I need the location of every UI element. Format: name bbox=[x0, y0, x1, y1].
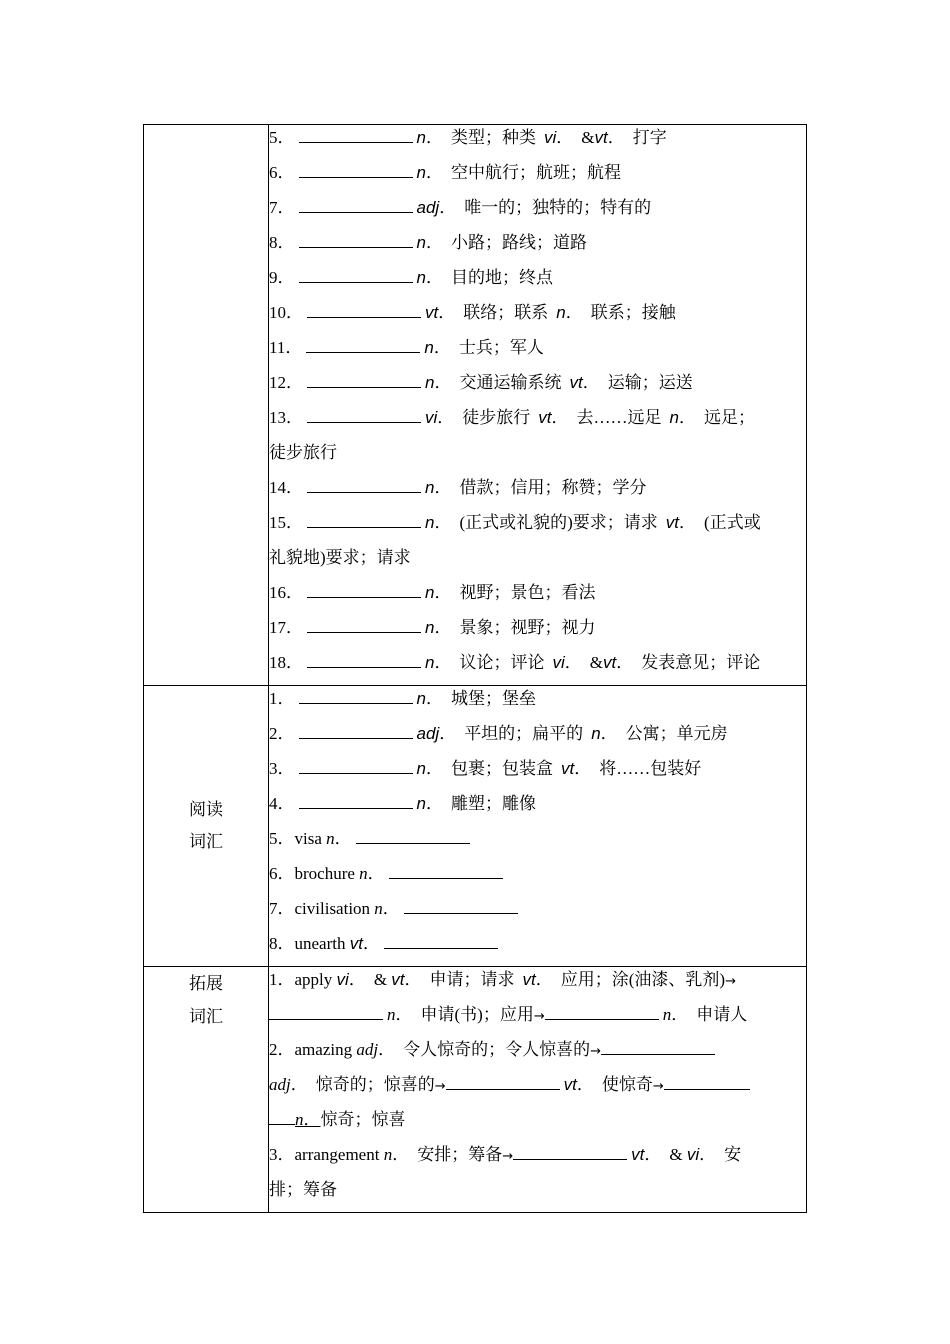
answer-blank[interactable] bbox=[299, 686, 413, 704]
table-row bbox=[144, 125, 807, 686]
list-item: 6． n． 空中航行；航班；航程 bbox=[269, 160, 806, 195]
section-label-line: 词汇 bbox=[189, 1007, 223, 1026]
list-item: 13． vi． 徒步旅行 vt． 去……远足 n． 远足； bbox=[269, 405, 806, 440]
answer-blank[interactable] bbox=[299, 125, 413, 143]
answer-blank[interactable] bbox=[307, 300, 421, 318]
answer-blank[interactable] bbox=[299, 195, 413, 213]
answer-blank[interactable] bbox=[384, 931, 498, 949]
answer-blank[interactable] bbox=[307, 405, 421, 423]
answer-blank[interactable] bbox=[545, 1002, 659, 1020]
section-label-reading bbox=[144, 686, 269, 967]
list-item: 12． n． 交通运输系统 vt． 运输；运送 bbox=[269, 370, 806, 405]
list-item: 10． vt． 联络；联系 n． 联系；接触 bbox=[269, 300, 806, 335]
answer-blank[interactable] bbox=[299, 756, 413, 774]
answer-blank[interactable] bbox=[404, 896, 518, 914]
answer-blank[interactable] bbox=[307, 650, 421, 668]
answer-blank[interactable] bbox=[446, 1072, 560, 1090]
section-content-reading bbox=[269, 686, 807, 967]
list-item: 2．amazing adj． 令人惊奇的；令人惊喜的→ bbox=[269, 1037, 806, 1072]
list-item: 5． n． 类型；种类 vi． &vt． 打字 bbox=[269, 125, 806, 160]
answer-blank[interactable] bbox=[664, 1072, 750, 1090]
list-item: 7． adj． 唯一的；独特的；特有的 bbox=[269, 195, 806, 230]
answer-blank[interactable] bbox=[307, 580, 421, 598]
list-item: 3． n． 包裹；包装盒 vt． 将……包装好 bbox=[269, 756, 806, 791]
arrow-icon: → bbox=[590, 1044, 601, 1059]
answer-blank[interactable] bbox=[307, 510, 421, 528]
list-item: 6．brochure n． bbox=[269, 861, 806, 896]
list-item: 2． adj． 平坦的；扁平的 n． 公寓；单元房 bbox=[269, 721, 806, 756]
list-item: 14． n． 借款；信用；称赞；学分 bbox=[269, 475, 806, 510]
answer-blank[interactable] bbox=[299, 230, 413, 248]
arrow-icon: → bbox=[502, 1149, 514, 1164]
answer-blank[interactable] bbox=[269, 1107, 295, 1125]
answer-blank[interactable] bbox=[513, 1142, 627, 1160]
answer-blank[interactable] bbox=[299, 265, 413, 283]
section-content-extended bbox=[269, 967, 807, 1213]
list-item-continued: adj． 惊奇的；惊喜的→ vt． 使惊奇→ bbox=[269, 1072, 806, 1107]
answer-blank[interactable] bbox=[307, 615, 421, 633]
arrow-icon: → bbox=[434, 1079, 446, 1094]
answer-blank[interactable] bbox=[307, 370, 421, 388]
list-item: 8． n． 小路；路线；道路 bbox=[269, 230, 806, 265]
list-item-continued: 徒步旅行 bbox=[269, 443, 337, 462]
list-item: 3．arrangement n． 安排；筹备→ vt． & vi． 安 bbox=[269, 1142, 806, 1177]
arrow-icon: → bbox=[725, 974, 736, 989]
section-label-empty bbox=[144, 125, 269, 686]
answer-blank[interactable] bbox=[356, 826, 470, 844]
list-item-continued: n．惊奇；惊喜 bbox=[269, 1107, 806, 1142]
list-item-continued: 排；筹备 bbox=[269, 1180, 337, 1199]
list-item: 15． n． (正式或礼貌的)要求；请求 vt． (正式或 bbox=[269, 510, 806, 545]
list-item: 17． n． 景象；视野；视力 bbox=[269, 615, 806, 650]
answer-blank[interactable] bbox=[389, 861, 503, 879]
list-item: 5．visa n． bbox=[269, 826, 806, 861]
section-content-core bbox=[269, 125, 807, 686]
section-label-line: 拓展 bbox=[189, 974, 223, 993]
section-label-line: 阅读 bbox=[189, 800, 223, 819]
list-item: 9． n． 目的地；终点 bbox=[269, 265, 806, 300]
arrow-icon: → bbox=[652, 1079, 664, 1094]
section-label-line: 词汇 bbox=[189, 832, 223, 851]
answer-blank[interactable] bbox=[269, 1002, 383, 1020]
answer-blank[interactable] bbox=[601, 1037, 715, 1055]
list-item-continued: 礼貌地)要求；请求 bbox=[269, 548, 411, 567]
section-label-extended bbox=[144, 967, 269, 1213]
vocabulary-table bbox=[143, 124, 807, 1213]
list-item-continued: n． 申请(书)；应用→ n． 申请人 bbox=[269, 1002, 806, 1037]
list-item: 11． n． 士兵；军人 bbox=[269, 335, 806, 370]
list-item: 16． n． 视野；景色；看法 bbox=[269, 580, 806, 615]
list-item: 1．apply vi． & vt． 申请；请求 vt． 应用；涂(油漆、乳剂)→ bbox=[269, 970, 736, 989]
answer-blank[interactable] bbox=[299, 791, 413, 809]
list-item: 4． n． 雕塑；雕像 bbox=[269, 791, 806, 826]
list-item: 18． n． 议论；评论 vi． &vt． 发表意见；评论 bbox=[269, 650, 806, 685]
list-item: 8．unearth vt． bbox=[269, 931, 806, 966]
table-row bbox=[144, 967, 807, 1213]
answer-blank[interactable] bbox=[299, 721, 413, 739]
arrow-icon: → bbox=[533, 1009, 545, 1024]
table-row bbox=[144, 686, 807, 967]
list-item: 7．civilisation n． bbox=[269, 896, 806, 931]
list-item: 1． n． 城堡；堡垒 bbox=[269, 686, 806, 721]
answer-blank[interactable] bbox=[307, 475, 421, 493]
answer-blank[interactable] bbox=[299, 160, 413, 178]
answer-blank[interactable] bbox=[306, 335, 420, 353]
